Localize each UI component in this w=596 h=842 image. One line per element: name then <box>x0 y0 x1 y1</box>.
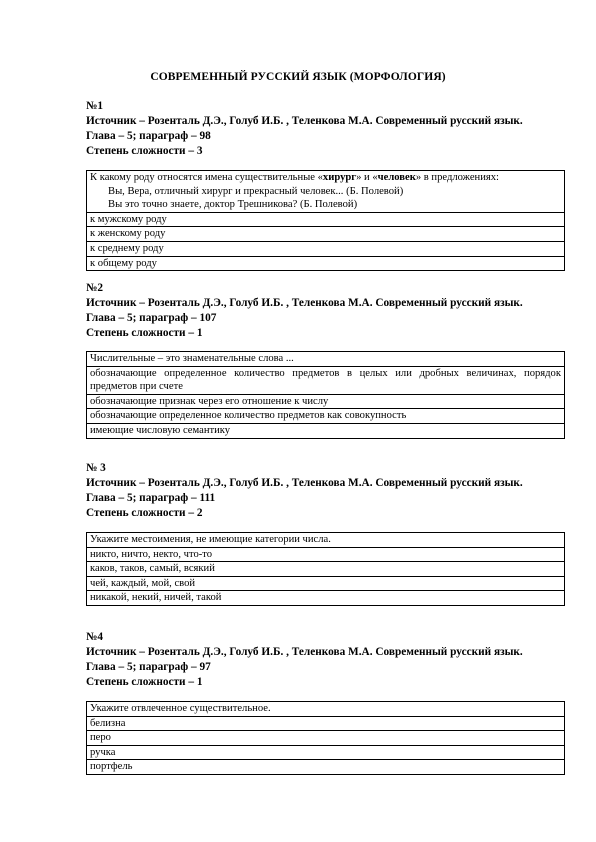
question-cell <box>87 171 565 213</box>
question-table <box>86 170 565 271</box>
answer-option[interactable]: к мужскому роду <box>87 212 565 227</box>
answer-row[interactable] <box>87 745 565 760</box>
answer-option[interactable]: обозначающие определенное количество предметов как совокупность <box>87 409 565 424</box>
answer-row[interactable] <box>87 227 565 242</box>
answer-row[interactable] <box>87 576 565 591</box>
question-row <box>87 533 565 548</box>
answer-option[interactable]: каков, таков, самый, всякий <box>87 562 565 577</box>
task-chapter: Глава – 5; параграф – 97 <box>86 661 211 673</box>
answer-option[interactable]: портфель <box>87 760 565 775</box>
answer-option[interactable]: никакой, некий, ничей, такой <box>87 591 565 606</box>
answer-row[interactable] <box>87 366 565 394</box>
task-chapter: Глава – 5; параграф – 98 <box>86 130 211 142</box>
answer-row[interactable] <box>87 212 565 227</box>
answer-option[interactable]: к общему роду <box>87 256 565 271</box>
question-text-after: » в предложениях: <box>415 172 499 183</box>
task-chapter: Глава – 5; параграф – 111 <box>86 492 216 504</box>
answer-option[interactable]: обозначающие признак через его отношение к числу <box>87 394 565 409</box>
question-cell: Укажите местоимения, не имеющие категории числа. <box>87 533 565 548</box>
task-3 <box>86 461 566 606</box>
answer-row[interactable] <box>87 394 565 409</box>
question-cell: Числительные – это знаменательные слова ... <box>87 352 565 367</box>
question-text-middle: » и « <box>356 172 378 183</box>
answer-row[interactable] <box>87 760 565 775</box>
answer-row[interactable] <box>87 731 565 746</box>
task-number: №1 <box>86 100 104 112</box>
task-2 <box>86 281 566 439</box>
task-source: Источник – Розенталь Д.Э., Голуб И.Б. , Теленкова М.А. Современный русский язык. <box>86 646 523 658</box>
page-title: СОВРЕМЕННЫЙ РУССКИЙ ЯЗЫК (МОРФОЛОГИЯ) <box>150 71 446 83</box>
answer-row[interactable] <box>87 241 565 256</box>
task-source: Источник – Розенталь Д.Э., Голуб И.Б. , Теленкова М.А. Современный русский язык. <box>86 477 523 489</box>
answer-option[interactable]: имеющие числовую семантику <box>87 423 565 438</box>
task-number: №2 <box>86 282 104 294</box>
question-row <box>87 702 565 717</box>
answer-option[interactable]: к женскому роду <box>87 227 565 242</box>
answer-row[interactable] <box>87 256 565 271</box>
question-table <box>86 351 565 439</box>
task-1 <box>86 99 566 271</box>
question-table <box>86 532 565 606</box>
answer-option[interactable]: чей, каждый, мой, свой <box>87 576 565 591</box>
answer-option[interactable]: никто, ничто, некто, что-то <box>87 547 565 562</box>
question-example-1: Вы, Вера, отличный хирург и прекрасный человек... (Б. Полевой) <box>108 185 404 197</box>
answer-row[interactable] <box>87 591 565 606</box>
answer-row[interactable] <box>87 409 565 424</box>
question-word-1: хирург <box>322 172 357 183</box>
question-cell: Укажите отвлеченное существительное. <box>87 702 565 717</box>
question-text-before: К какому роду относятся имена существительные « <box>90 172 323 183</box>
question-row <box>87 352 565 367</box>
task-difficulty: Степень сложности – 3 <box>86 145 203 157</box>
task-source: Источник – Розенталь Д.Э., Голуб И.Б. , Теленкова М.А. Современный русский язык. <box>86 115 523 127</box>
task-number: №4 <box>86 631 104 643</box>
question-row <box>87 171 565 213</box>
answer-option[interactable]: перо <box>87 731 565 746</box>
task-difficulty: Степень сложности – 2 <box>86 507 203 519</box>
task-chapter: Глава – 5; параграф – 107 <box>86 312 217 324</box>
task-number: № 3 <box>86 462 106 474</box>
answer-option[interactable]: обозначающие определенное количество предметов в целых или дробных величинах, порядок предметов при счете <box>87 366 565 394</box>
question-table <box>86 701 565 775</box>
answer-option[interactable]: ручка <box>87 745 565 760</box>
answer-row[interactable] <box>87 716 565 731</box>
answer-row[interactable] <box>87 547 565 562</box>
task-4 <box>86 630 566 775</box>
question-word-2: человек <box>377 172 416 183</box>
task-difficulty: Степень сложности – 1 <box>86 676 203 688</box>
answer-row[interactable] <box>87 423 565 438</box>
task-source: Источник – Розенталь Д.Э., Голуб И.Б. , Теленкова М.А. Современный русский язык. <box>86 297 523 309</box>
answer-row[interactable] <box>87 562 565 577</box>
answer-option[interactable]: к среднему роду <box>87 241 565 256</box>
question-example-2: Вы это точно знаете, доктор Трешникова? (Б. Полевой) <box>108 199 358 211</box>
task-difficulty: Степень сложности – 1 <box>86 327 203 339</box>
answer-option[interactable]: белизна <box>87 716 565 731</box>
